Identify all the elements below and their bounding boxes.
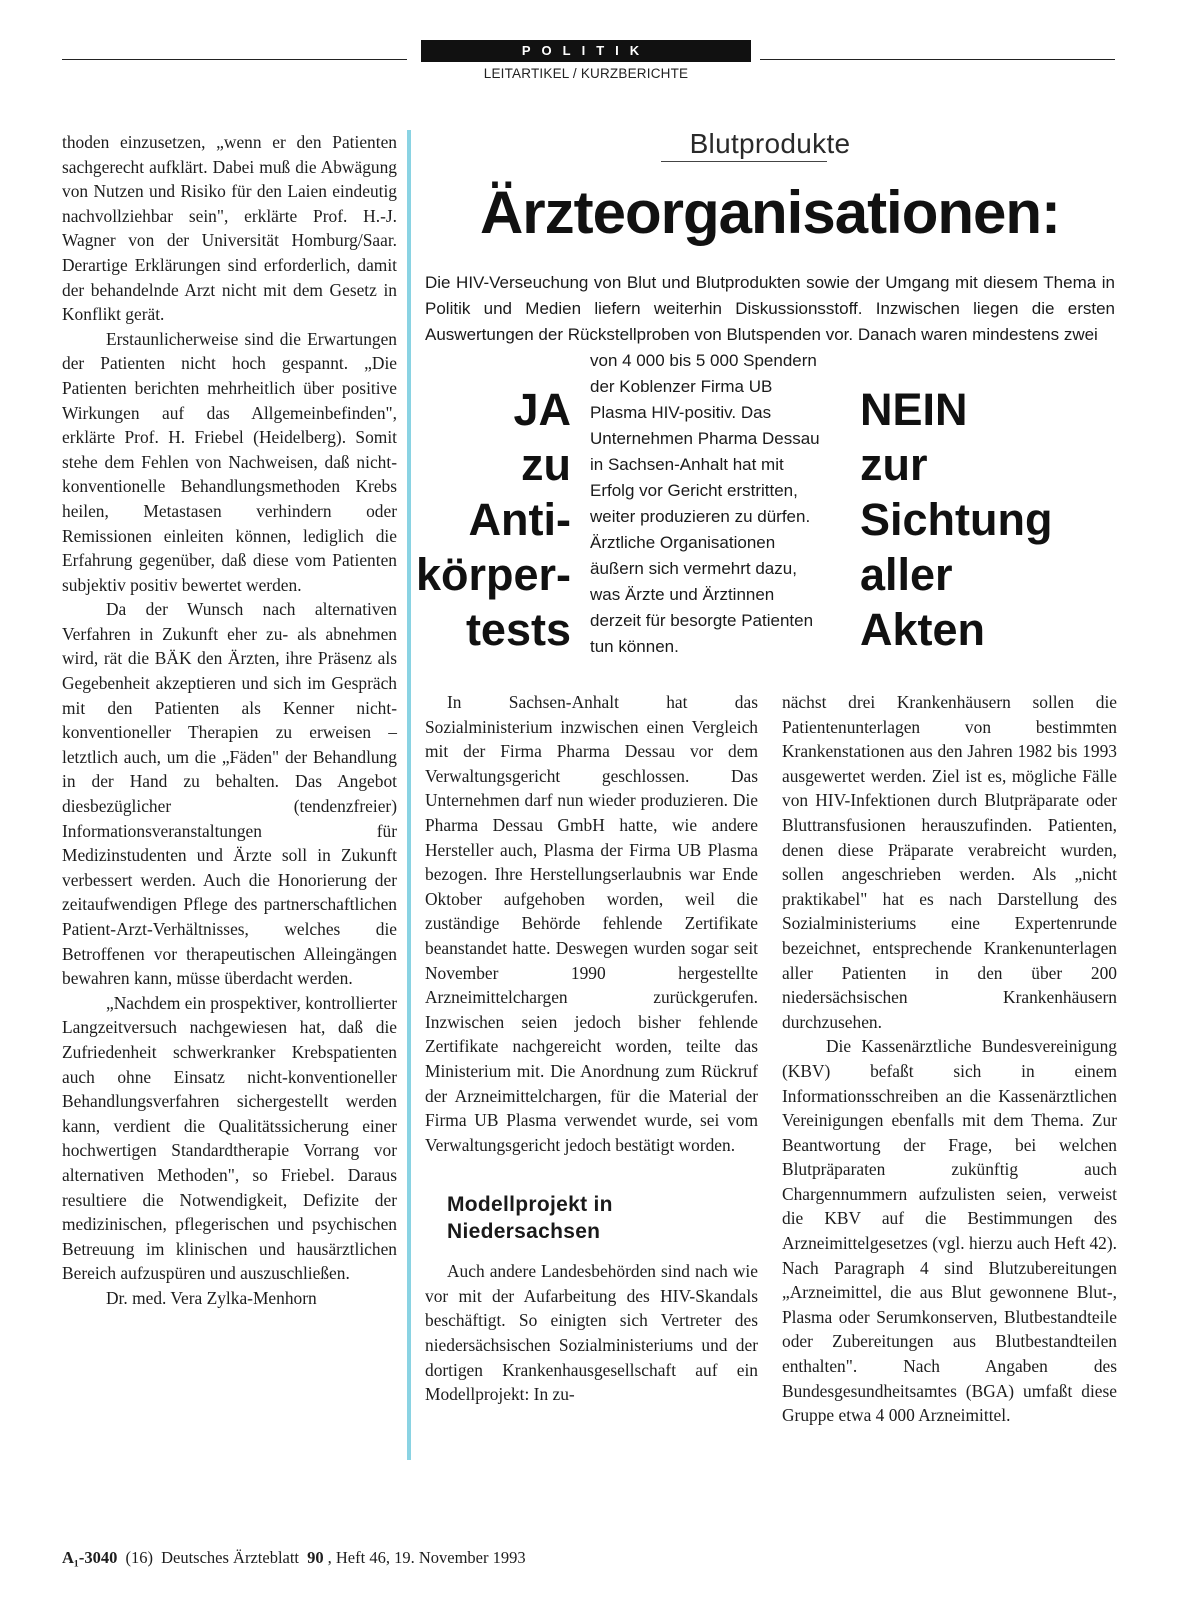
article-lead: Die HIV-Verseuchung von Blut und Blutprodukten sowie der Umgang mit diesem Thema in Politik und Medien liefern weiterhin Diskussionsstoff. Inzwischen liegen die ersten Auswertungen der Rückstellproben von Blutspenden vor. Danach waren mindestens zwei xyxy=(425,273,1115,344)
left-column xyxy=(62,130,397,1311)
footer-page-code: A₁-3040 xyxy=(62,1548,118,1567)
left-paragraph-4: „Nachdem ein prospektiver, kontrollierter Langzeitversuch nachgewiesen hat, daß die Zufriedenheit schwerkranker Krebspatienten auch ohne Einsatz nicht-konventioneller Behandlungsverfahren sichergestellt werden kann, verdient die Qualitätssicherung einer hochwertigen Standardtherapie Vorrang vor alternativen Methoden", so Friebel. Daraus resultiere die Notwendigkeit, Defizite der medizinischen, pflegerischen und psychischen Betreuung im klinischen und hausärztlichen Bereich aufzuspüren und auszuschließen. xyxy=(62,992,397,1284)
nein-line: Sichtung xyxy=(860,494,1053,545)
subsection-label: LEITARTIKEL / KURZBERICHTE xyxy=(483,66,689,81)
nein-line: zur xyxy=(860,439,928,490)
ja-heading xyxy=(416,382,571,657)
middle-paragraph-2: Auch andere Landesbehörden sind nach wie vor mit der Aufarbeitung des HIV-Skandals beschäftigt. So einigten sich Vertreter des niedersächsischen Sozialministeriums und der dortigen Krankenhausgesellschaft auf ein Modellprojekt: In zu- xyxy=(425,1261,758,1405)
article-kicker: Blutprodukte xyxy=(689,128,851,159)
left-paragraph-2: Erstaunlicherweise sind die Erwartungen der Patienten nicht hoch gespannt. „Die Patienten berichten mehrheitlich über positive Wirkungen auf das Allgemeinbefinden", erklärte Prof. H. Friebel (Heidelberg). Somit stehe dem Fehlen von Nachweisen, daß nicht-konventionelle Behandlungsmethoden Krebs heilen, Metastasen verhindern oder Remissionen einleiten können, lediglich die Erfahrung gegenüber, daß diese vom Patienten subjektiv positiv bewertet werden. xyxy=(62,328,397,595)
ja-line: körper- xyxy=(415,549,571,600)
accent-vertical-rule xyxy=(407,130,411,1460)
article-lead-continued: von 4 000 bis 5 000 Spendern der Koblenzer Firma UB Plasma HIV-positiv. Das Unternehmen Pharma Dessau in Sachsen-Anhalt hat mit Erfolg vor Gericht erstritten, weiter produzieren zu dürfen. Ärztliche Organisationen äußern sich vermehrt dazu, was Ärzte und Ärztinnen derzeit für besorgte Patienten tun können. xyxy=(590,351,820,656)
section-label: POLITIK xyxy=(421,40,751,62)
footer-volume: 90 xyxy=(307,1548,324,1567)
footer-issue: , Heft 46, 19. November 1993 xyxy=(327,1548,526,1567)
header-rule-right xyxy=(760,59,1115,60)
article-headline: Ärzteorganisationen: xyxy=(479,179,1061,246)
ja-line: zu xyxy=(521,439,571,490)
header-rule-left xyxy=(62,59,407,60)
ja-line: Anti- xyxy=(468,494,571,545)
author-line: Dr. med. Vera Zylka-Menhorn xyxy=(106,1287,317,1308)
right-paragraph-2: Die Kassenärztliche Bundesvereinigung (KBV) befaßt sich in einem Informationsschreiben an die Kassenärztlichen Vereinigungen ebenfalls mit dem Thema. Zur Beantwortung der Frage, bei welchen Blutpräparaten zukünftig auch Chargennummern aufzulisten seien, verweist die KBV auf die Bestimmungen des Arzneimittelgesetzes (vgl. hierzu auch Heft 42). Nach Paragraph 4 sind Blutzubereitungen „Arzneimittel, die aus Blut gewonnene Blut-, Plasma oder Serumkonserven, Blutbestandteile oder Zubereitungen aus Blutbestandteilen enthalten". Nach Angaben des Bundesgesundheitsamtes (BGA) umfaßt diese Gruppe etwa 4 000 Arzneimittel. xyxy=(782,1036,1117,1426)
middle-column xyxy=(425,690,758,1407)
footer-journal: Deutsches Ärzteblatt xyxy=(161,1548,300,1567)
right-paragraph-1: nächst drei Krankenhäusern sollen die Patientenunterlagen von bestimmten Krankenstationen aus den Jahren 1982 bis 1993 ausgewertet werden. Ziel ist es, mögliche Fälle von HIV-Infektionen durch Blutpräparate oder Bluttransfusionen herauszufinden. Patienten, denen diese Präparate verabreicht wurden, sollen angeschrieben werden. Als „nicht praktikabel" hat es nach Darstellung des Sozialministeriums eine Expertenrunde bezeichnet, entsprechende Krankenunterlagen aller Patienten in den über 200 niedersächsischen Krankenhäusern durchzusehen. xyxy=(782,692,1117,1032)
nein-line: aller xyxy=(860,549,953,600)
kicker-underline xyxy=(661,161,827,162)
right-column xyxy=(782,690,1117,1428)
nein-line: Akten xyxy=(860,604,986,655)
nein-heading xyxy=(860,382,1052,657)
left-paragraph-1: thoden einzusetzen, „wenn er den Patienten sachgerecht aufklärt. Dabei muß die Abwägung von Nutzen und Risiko für den Laien eindeutig nachvollziehbar sein", erklärte Prof. H.-J. Wagner von der Universität Homburg/Saar. Derartige Erklärungen sind erforderlich, damit der behandelnde Arzt nicht mit dem Gesetz in Konflikt gerät. xyxy=(62,132,397,325)
subheading: Modellprojekt in Niedersachsen xyxy=(447,1193,613,1244)
left-paragraph-3: Da der Wunsch nach alternativen Verfahren in Zukunft eher zu- als abnehmen wird, rät die BÄK den Ärzten, ihre Präsenz als Gegebenheit akzeptieren und sich im Gespräch mit den Patienten als Kenner nicht-konventioneller Therapien zu erweisen – letztlich auch, um die „Fäden" der Behandlung in der Hand zu behalten. Das Angebot diesbezüglicher (tendenzfreier) Informationsveranstaltungen für Medizinstudenten und Ärzte soll in Zukunft verbessert werden. Auch die Honorierung der zeitaufwendigen Pflege des partnerschaftlichen Patient-Arzt-Verhältnisses, welches die Betroffenen vor therapeutischen Alleingängen bewahren kann, müsse überdacht werden. xyxy=(62,599,397,989)
middle-paragraph-1: In Sachsen-Anhalt hat das Sozialministerium inzwischen einen Vergleich mit der Firma Pharma Dessau vor dem Verwaltungsgericht geschlossen. Das Unternehmen darf nun wieder produzieren. Die Pharma Dessau GmbH hatte, wie andere Hersteller auch, Plasma der Firma UB Plasma bezogen. Ihre Herstellungserlaubnis war Ende Oktober aufgehoben worden, weil die zuständige Behörde fehlende Zertifikate beanstandet hatte. Deswegen wurden sogar seit November 1990 hergestellte Arzneimittelchargen zurückgerufen. Inzwischen seien jedoch bisher fehlende Zertifikate nachgereicht worden, teilte das Ministerium mit. Die Anordnung zum Rückruf der Arzneimittelchargen, für die Material der Firma UB Plasma verwendet wurde, sei vom Verwaltungsgericht jedoch bestätigt worden. xyxy=(425,692,758,1155)
page-footer xyxy=(62,1548,530,1568)
footer-page-number: (16) xyxy=(125,1548,153,1567)
ja-line: JA xyxy=(513,384,571,435)
ja-line: tests xyxy=(465,604,571,655)
nein-line: NEIN xyxy=(860,384,968,435)
